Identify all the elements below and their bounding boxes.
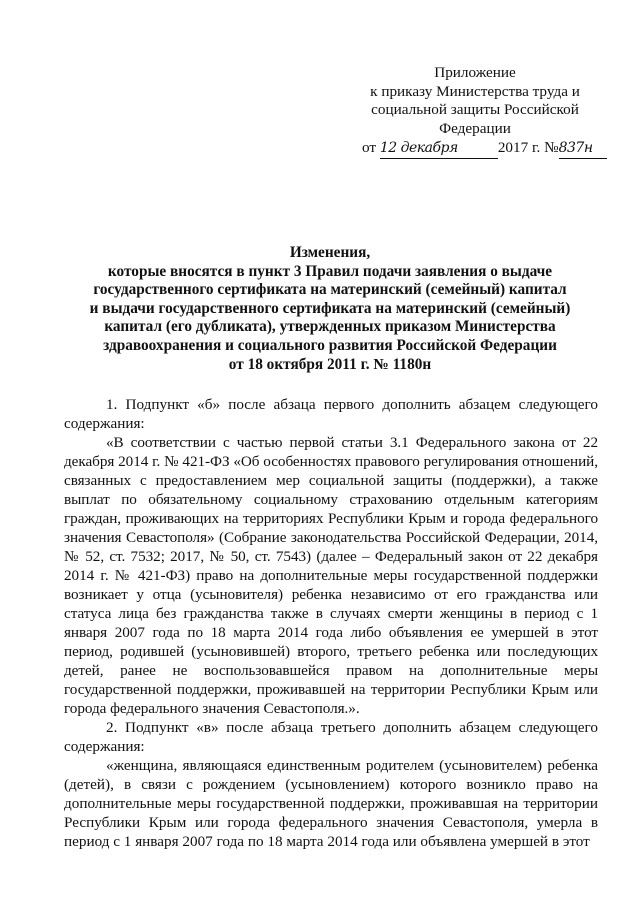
paragraph-quote-2: «женщина, являющаяся единственным родителем (усыновителем) ребенка (детей), в связи с рождением (усыновлением) которого возникло право на дополнительные меры государственной поддержки, проживавшая на территории Республики Крым или города федерального значения Севастополя, умерла в период с 1 января 2007 года по 18 марта 2014 года или объявлена умершей в этот: [64, 757, 598, 850]
title-line: Изменения,: [289, 244, 371, 261]
title-line: капитал (его дубликата), утвержденных приказом Министерства: [104, 318, 556, 336]
paragraph-item-1: 1. Подпункт «б» после абзаца первого дополнить абзацем следующего содержания:: [64, 396, 598, 432]
handwritten-number-text: 837н: [558, 140, 593, 156]
handwritten-number: [559, 139, 607, 159]
title-line: государственного сертификата на материнский (семейный) капитал: [93, 281, 567, 299]
order-date-line: [360, 139, 593, 159]
title-line: здравоохранения и социального развития Российской Федерации: [103, 336, 557, 354]
annex-country-line: Федерации: [439, 119, 511, 137]
document-title: [60, 244, 600, 374]
title-line: и выдачи государственного сертификата на материнский (семейный): [89, 299, 571, 317]
handwritten-date: [380, 139, 498, 159]
paragraph-item-2: 2. Подпункт «в» после абзаца третьего дополнить абзацем следующего содержания:: [64, 719, 598, 755]
annex-ministry-line: социальной защиты Российской: [371, 101, 579, 118]
date-year: 2017 г. №: [497, 139, 559, 156]
title-line: от 18 октября 2011 г. № 1180н: [228, 355, 432, 373]
annex-header: [360, 64, 593, 159]
annex-order-line: к приказу Министерства труда и: [370, 82, 580, 100]
date-prefix: от: [362, 139, 377, 156]
paragraph-quote-1: «В соответствии с частью первой статьи 3.1 Федерального закона от 22 декабря 2014 г. № 421-ФЗ «Об особенностях правового регулирования отношений, связанных с предоставлением мер социальной защиты (поддержки), а также выплат по обязательному социальному страхованию отдельным категориям граждан, проживающих на территориях Республики Крым и города федерального значения Севастополя» (Собрание законодательства Российской Федерации, 2014, № 52, ст. 7532; 2017, № 50, ст. 7543) (далее – Федеральный закон от 22 декабря 2014 г. № 421-ФЗ) право на дополнительные меры государственной поддержки возникает у отца (усыновителя) ребенка независимо от его гражданства или статуса лица без гражданства также в случаях смерти женщины в период с 1 января 2007 года по 18 марта 2014 года либо объявления ее умершей в этот период, родившей (усыновившей) второго, третьего ребенка или последующих детей, ранее не воспользовавшейся правом на дополнительные меры государственной поддержки, проживавшей на территории Республики Крым или города федерального значения Севастополя.».: [64, 434, 598, 717]
document-body: [64, 395, 598, 851]
handwritten-date-text: 12 декабря: [379, 140, 458, 156]
title-line: которые вносятся в пункт 3 Правил подачи заявления о выдаче: [107, 262, 553, 280]
annex-title: Приложение: [434, 64, 516, 81]
